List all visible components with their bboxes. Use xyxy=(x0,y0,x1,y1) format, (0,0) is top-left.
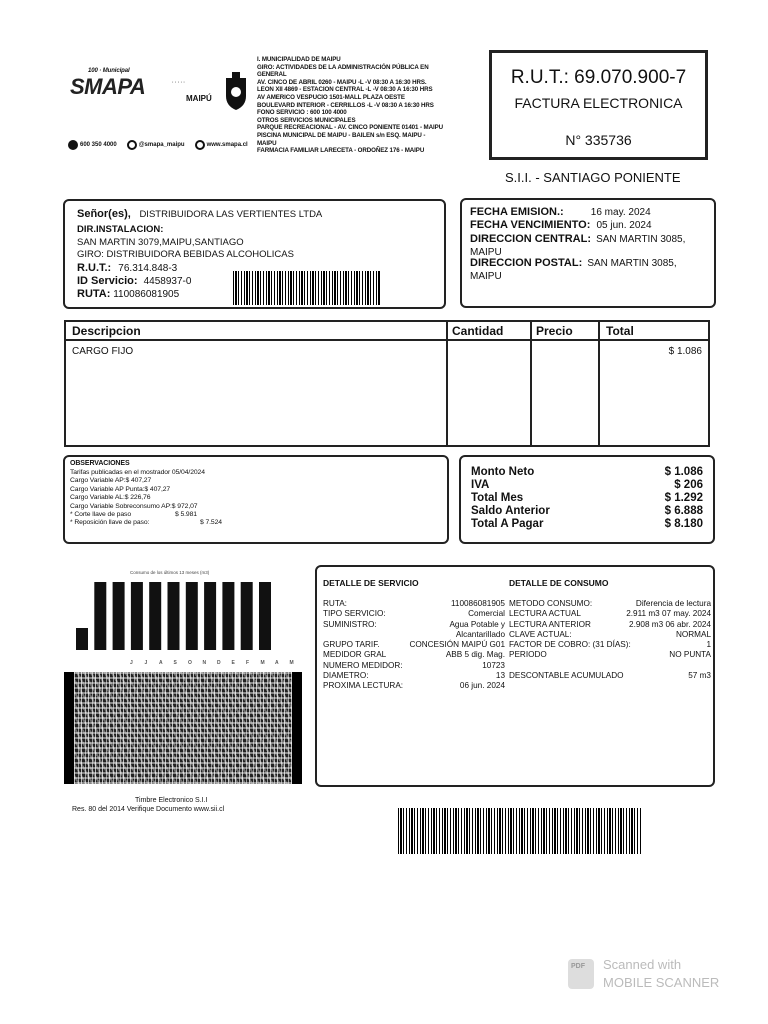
consumption-bar xyxy=(204,582,216,650)
consumo-label: CLAVE ACTUAL: xyxy=(509,629,572,639)
social-contact: @smapa_maipu xyxy=(127,140,185,150)
month-label: M xyxy=(260,660,265,666)
header-precio: Precio xyxy=(536,324,573,338)
consumo-label: LECTURA ACTUAL xyxy=(509,609,581,619)
maipu-logo-text: MAIPÚ xyxy=(186,94,212,103)
consumption-bar xyxy=(186,582,198,650)
client-box xyxy=(63,199,446,309)
total-row: Monto Neto $ 1.086 xyxy=(471,466,703,478)
servicio-label: RUTA: xyxy=(323,599,347,608)
payment-barcode xyxy=(398,808,642,854)
web-contact: www.smapa.cl xyxy=(195,140,248,150)
month-label: N xyxy=(202,660,207,666)
doc-type: FACTURA ELECTRONICA xyxy=(514,95,683,111)
consumo-label: PERIODO xyxy=(509,650,547,660)
servicio-row xyxy=(323,609,505,619)
smapa-logo xyxy=(70,68,165,100)
row-total: $ 1.086 xyxy=(668,346,702,357)
consumption-bar xyxy=(222,582,234,650)
consumption-bar xyxy=(131,582,143,650)
servicio-label: DIAMETRO: xyxy=(323,671,369,681)
consumo-value: 1 xyxy=(706,640,711,650)
municipal-info: I. MUNICIPALIDAD DE MAIPU GIRO: ACTIVIDADES DE LA ADMINISTRACIÓN PÚBLICA EN GENERAL AV. CINCO DE ABRIL 0260 - MAIPU -L -V 08:30 A 16:30 HRS. LEON XII 4869 - ESTACION CENTRAL -L -V 08:30 A 16:30 HRS AV AMERICO VESPUCIO 1501-MALL PLAZA OESTE BOULEVARD INTERIOR - CERRILLOS -L -V 08:30 A 16:30 HRS FONO SERVICIO : 600 100 4000 OTROS SERVICIOS MUNICIPALES PARQUE RECREACIONAL - AV. CINCO PONIENTE 01401 - MAIPU PISCINA MUNICIPAL DE MAIPU - BAILEN s/n ESQ. MAIPU - MAIPU FARMACIA FAMILIAR LARECETA - ORDOÑEZ 176 - MAIPU xyxy=(257,56,443,155)
consumo-row xyxy=(509,650,711,660)
total-row-pagar: Total A Pagar $ 8.180 xyxy=(471,518,703,530)
consumption-bar xyxy=(76,628,88,650)
consumo-row xyxy=(509,630,711,640)
servicio-label: TIPO SERVICIO: xyxy=(323,609,386,619)
central-value-2: MAIPU xyxy=(470,247,502,258)
total-row: Saldo Anterior $ 6.888 xyxy=(471,505,703,517)
month-label: E xyxy=(231,660,235,666)
servicio-row xyxy=(323,661,505,671)
emision-value: 16 may. 2024 xyxy=(590,207,651,218)
id-servicio-value: 4458937-0 xyxy=(143,276,192,287)
servicio-value: Alcantarillado xyxy=(455,629,505,639)
client-barcode xyxy=(233,271,381,305)
timbre-pdf417 xyxy=(64,672,302,784)
vencimiento-label: FECHA VENCIMIENTO: xyxy=(470,219,591,231)
consumption-bar xyxy=(241,582,253,650)
maipu-logo: · · · · · MAIPÚ xyxy=(172,80,212,103)
consumo-value: NORMAL xyxy=(675,629,711,639)
chart-title: Consumo de los últimos 13 meses (m3) xyxy=(130,570,210,575)
month-label: F xyxy=(246,660,250,666)
consumo-value: 57 m3 xyxy=(688,671,711,681)
servicio-row xyxy=(323,681,505,691)
dates-box xyxy=(460,198,716,308)
ruta-label: RUTA: xyxy=(77,288,111,300)
header-cantidad: Cantidad xyxy=(452,324,504,338)
obs-line: Cargo Variable Sobreconsumo AP:$ 972,07 xyxy=(70,502,198,510)
id-servicio-label: ID Servicio: xyxy=(77,275,138,287)
phone-icon xyxy=(68,140,78,150)
postal-value: SAN MARTIN 3085, xyxy=(587,258,677,269)
contact-row xyxy=(68,140,248,150)
servicio-label: SUMINISTRO: xyxy=(323,619,377,629)
servicio-label: MEDIDOR GRAL xyxy=(323,650,387,660)
month-label: J xyxy=(130,660,133,666)
obs-extra-label: * Reposición llave de paso: xyxy=(70,519,150,527)
consumo-label: LECTURA ANTERIOR xyxy=(509,619,591,629)
obs-line: Tarifas publicadas en el mostrador 05/04/2024 xyxy=(70,469,205,476)
servicio-value: 110086081905 xyxy=(450,599,505,608)
consumo-row xyxy=(509,609,711,619)
servicio-value: ABB 5 dig. Mag. xyxy=(445,650,505,660)
social-icon xyxy=(127,140,137,150)
consumo-label: FACTOR DE COBRO: (31 DÍAS): xyxy=(509,640,631,650)
detalle-consumo-title: DETALLE DE CONSUMO xyxy=(509,578,609,588)
senor-value: DISTRIBUIDORA LAS VERTIENTES LTDA xyxy=(139,209,323,220)
obs-line: Cargo Variable AP:$ 407,27 xyxy=(70,477,152,485)
logo-name: SMAPA xyxy=(70,74,146,99)
row-desc: CARGO FIJO xyxy=(72,346,134,357)
sii-office: S.I.I. - SANTIAGO PONIENTE xyxy=(505,170,681,185)
consumption-chart xyxy=(70,568,302,668)
month-label: J xyxy=(144,660,148,666)
month-label: A xyxy=(275,660,279,666)
servicio-row xyxy=(323,630,505,640)
scanner-app-icon: PDF xyxy=(568,959,594,989)
consumo-row xyxy=(509,671,711,681)
total-row: Total Mes $ 1.292 xyxy=(471,492,703,504)
detalle-consumo-rows xyxy=(509,599,711,681)
timbre-line1: Timbre Electronico S.I.I xyxy=(135,797,208,804)
header-descripcion: Descripcion xyxy=(72,324,141,338)
consumo-value: 2.908 m3 06 abr. 2024 xyxy=(629,619,711,629)
central-label: DIRECCION CENTRAL: xyxy=(470,233,591,245)
detalle-servicio-rows xyxy=(323,599,505,692)
postal-value-2: MAIPU xyxy=(470,271,502,282)
consumo-value: 2.911 m3 07 may. 2024 xyxy=(626,609,711,619)
servicio-row xyxy=(323,650,505,660)
detalle-box xyxy=(315,565,715,787)
month-label: M xyxy=(289,660,294,666)
servicio-row xyxy=(323,599,505,609)
dir-label: DIR.INSTALACION: xyxy=(77,224,164,235)
senor-label: Señor(es), xyxy=(77,208,131,220)
rut-value: 76.314.848-3 xyxy=(118,263,178,274)
servicio-value: Agua Potable y xyxy=(449,619,505,629)
servicio-value: 06 jun. 2024 xyxy=(459,681,505,691)
phone-contact: 600 350 4000 xyxy=(68,140,117,150)
watermark-line1: Scanned with xyxy=(603,957,682,972)
month-label: A xyxy=(159,660,163,666)
total-row: IVA $ 206 xyxy=(471,479,703,491)
observaciones-box xyxy=(63,455,449,544)
consumo-label: DESCONTABLE ACUMULADO xyxy=(509,671,624,681)
servicio-label: NUMERO MEDIDOR: xyxy=(323,660,403,670)
rut-box xyxy=(489,50,708,160)
scanner-watermark xyxy=(568,955,738,995)
emision-label: FECHA EMISION.: xyxy=(470,206,564,218)
vencimiento-value: 05 jun. 2024 xyxy=(596,220,652,231)
obs-extra-value: $ 5.981 xyxy=(175,511,197,519)
giro: GIRO: DISTRIBUIDORA BEBIDAS ALCOHOLICAS xyxy=(77,249,294,260)
chart-bars xyxy=(70,578,302,668)
servicio-row xyxy=(323,640,505,650)
consumo-value: Diferencia de lectura xyxy=(635,599,711,608)
dir-value: SAN MARTIN 3079,MAIPU,SANTIAGO xyxy=(77,237,244,248)
consumption-bar xyxy=(149,582,161,650)
obs-extra-value: $ 7.524 xyxy=(200,519,222,527)
consumption-bar xyxy=(168,582,180,650)
rut-number: R.U.T.: 69.070.900-7 xyxy=(510,67,687,88)
invoice-number: N° 335736 xyxy=(565,132,632,148)
ruta-value: 110086081905 xyxy=(113,289,180,300)
consumo-row xyxy=(509,640,711,650)
servicio-label: GRUPO TARIF. xyxy=(323,640,380,650)
obs-title: OBSERVACIONES xyxy=(70,460,130,467)
items-table xyxy=(64,320,710,447)
logo-top-text: 100 · Municipal xyxy=(88,68,130,74)
header-total: Total xyxy=(606,324,634,338)
servicio-row xyxy=(323,620,505,630)
servicio-value: Comercial xyxy=(468,609,505,619)
consumo-row xyxy=(509,620,711,630)
maipu-crest-icon xyxy=(222,72,250,112)
central-value: SAN MARTIN 3085, xyxy=(596,234,686,245)
consumption-bar xyxy=(113,582,125,650)
month-label: O xyxy=(188,660,192,666)
servicio-value: CONCESIÓN MAIPÚ G01 xyxy=(409,640,505,650)
obs-line: Cargo Variable AP Punta:$ 407,27 xyxy=(70,485,171,493)
consumo-row xyxy=(509,599,711,609)
web-icon xyxy=(195,140,205,150)
consumo-row xyxy=(509,661,711,671)
servicio-value: 10723 xyxy=(482,660,505,670)
obs-line: Cargo Variable AL:$ 226,76 xyxy=(70,494,151,502)
totals-box xyxy=(459,455,715,544)
rut-label: R.U.T.: xyxy=(77,262,112,274)
watermark-line2: MOBILE SCANNER xyxy=(603,975,720,990)
servicio-row xyxy=(323,671,505,681)
consumption-bar xyxy=(94,582,106,650)
servicio-value: 13 xyxy=(495,671,505,681)
consumption-bar xyxy=(259,582,271,650)
postal-label: DIRECCION POSTAL: xyxy=(470,257,583,269)
month-label: D xyxy=(217,660,221,666)
obs-extra-label: * Corte llave de paso xyxy=(70,511,131,519)
consumo-value: NO PUNTA xyxy=(669,650,711,660)
timbre-line2: Res. 80 del 2014 Verifique Documento www.sii.cl xyxy=(72,806,225,813)
servicio-label: PROXIMA LECTURA: xyxy=(323,681,404,691)
detalle-servicio-title: DETALLE DE SERVICIO xyxy=(323,578,419,588)
consumo-label: METODO CONSUMO: xyxy=(509,599,593,608)
month-label: S xyxy=(173,660,177,666)
